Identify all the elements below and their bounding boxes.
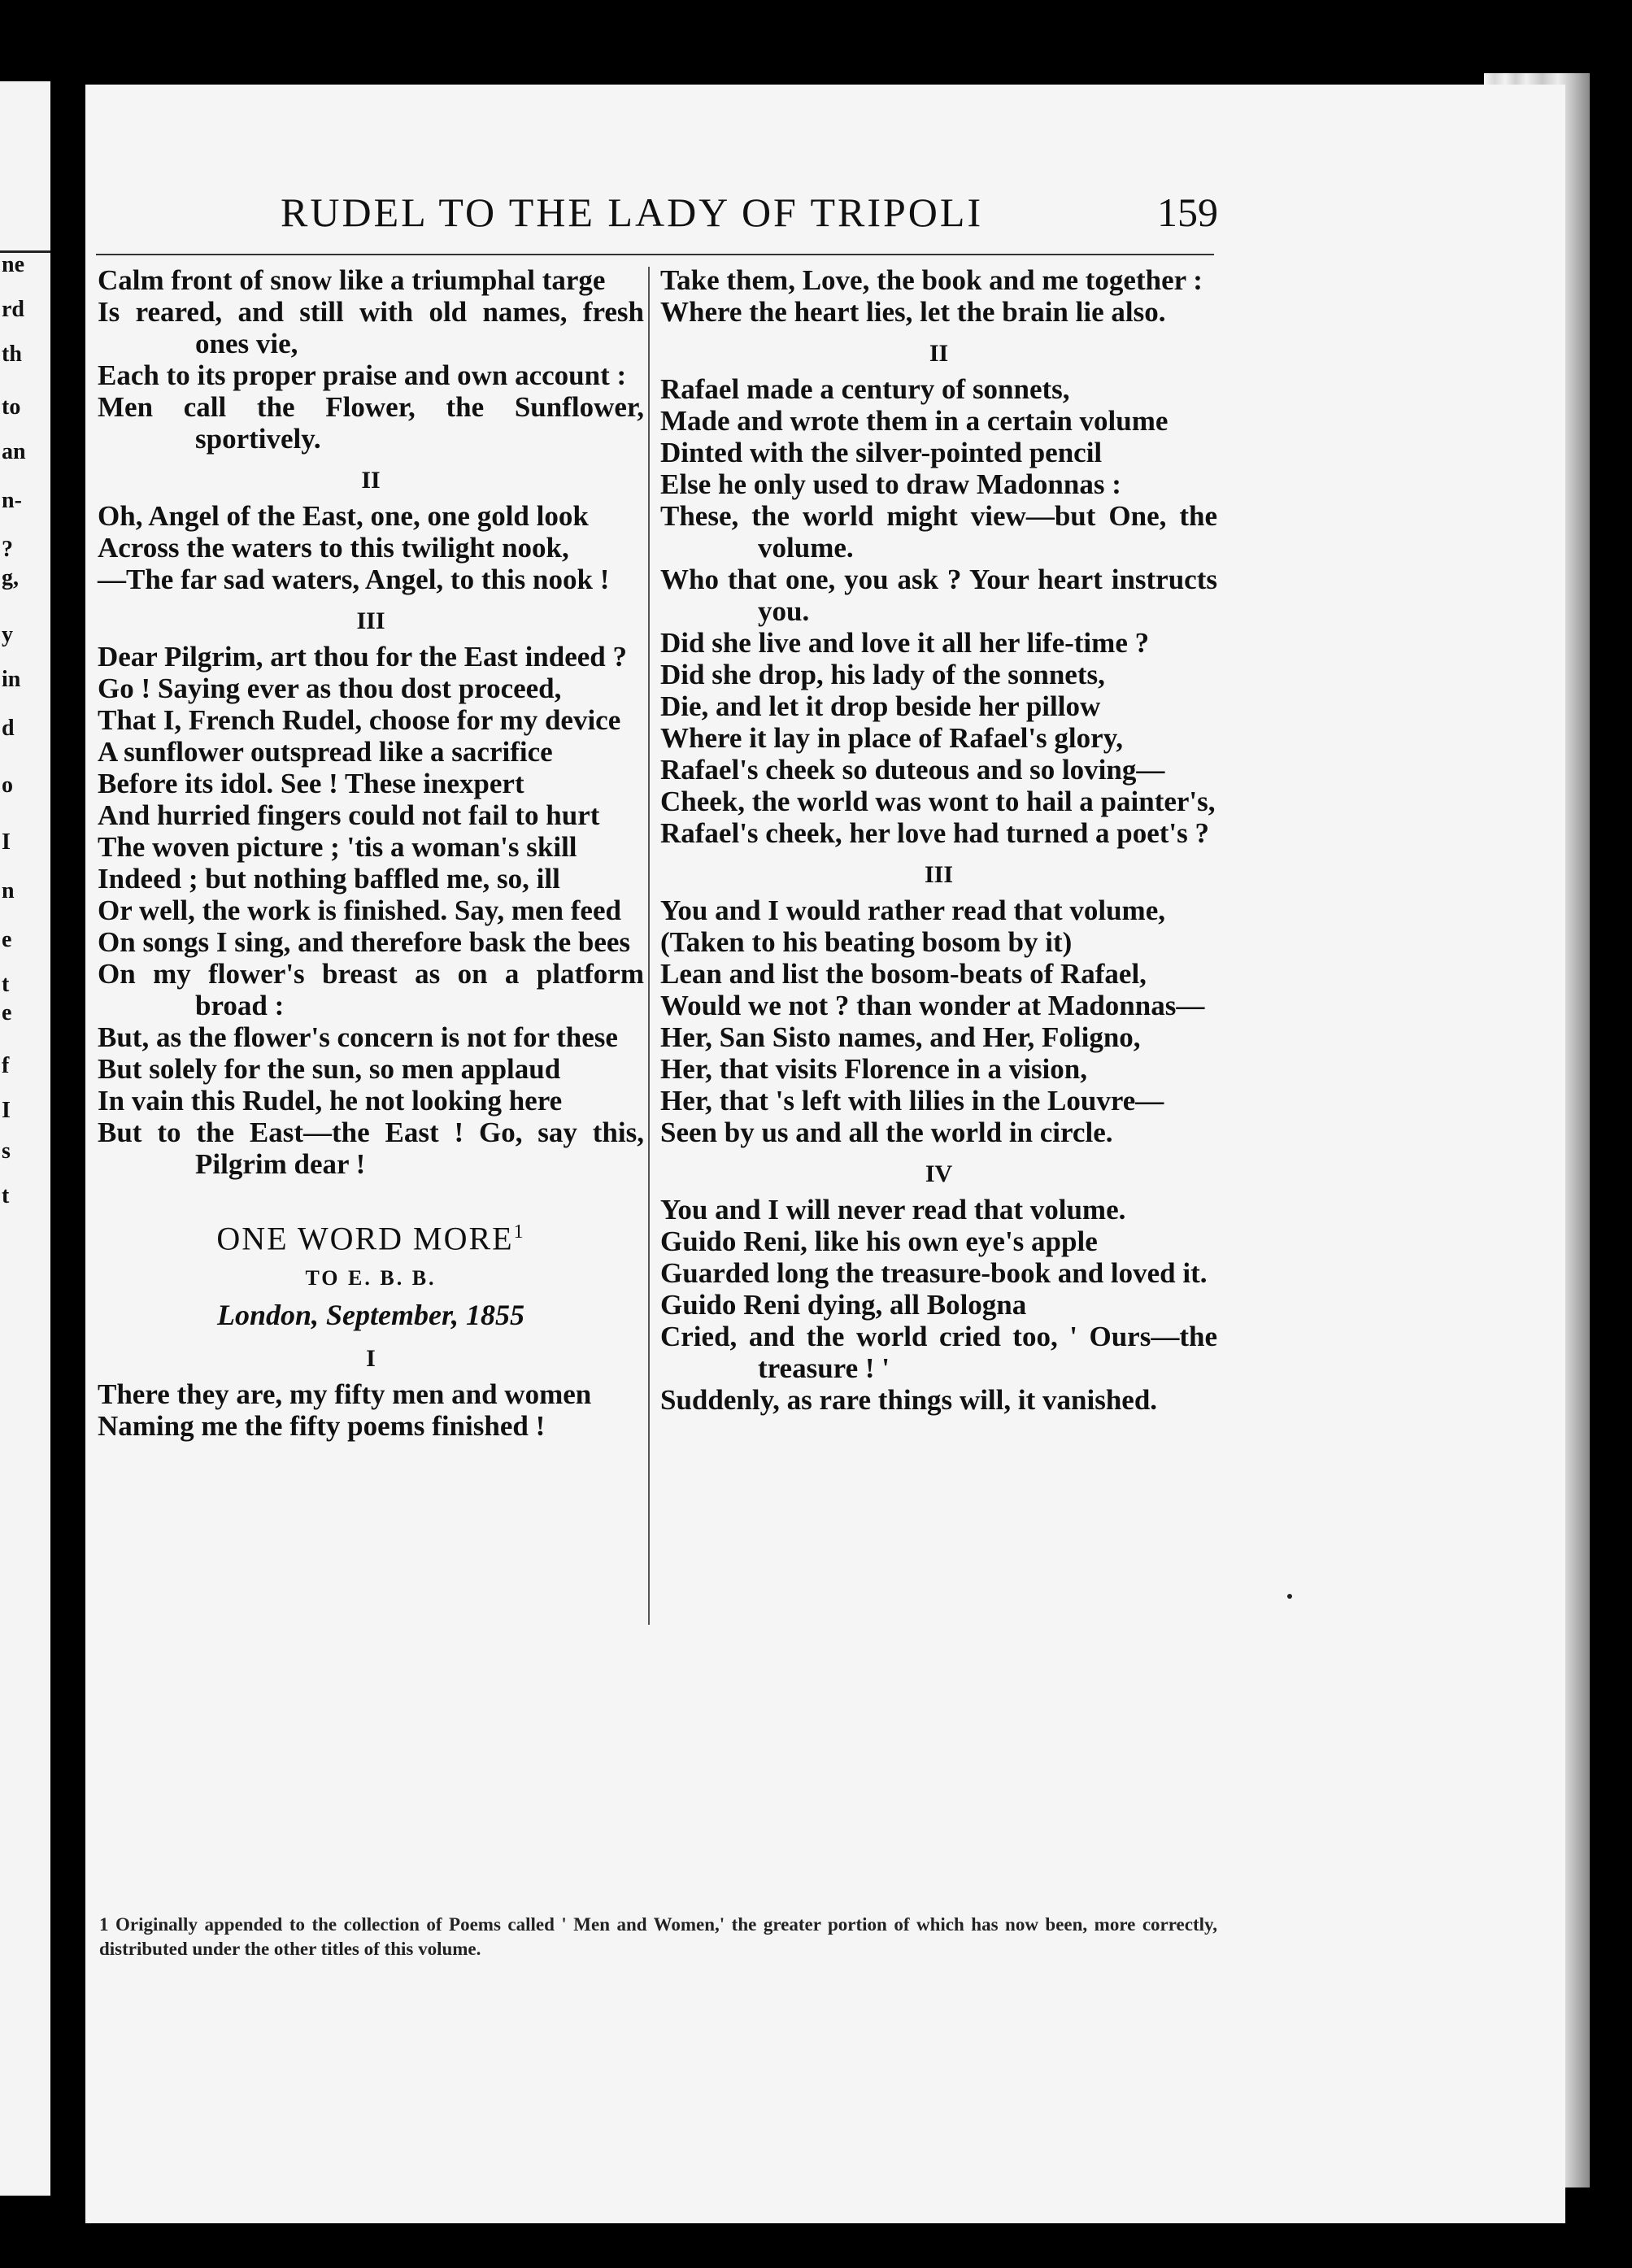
verse-line: But to the East—the East ! Go, say this, Pilgrim dear ! xyxy=(98,1117,644,1180)
verse-line: Men call the Flower, the Sunflower, sportively. xyxy=(98,391,644,455)
verse-line: Calm front of snow like a triumphal targe xyxy=(98,264,606,296)
verse-line: Guido Reni, like his own eye's apple xyxy=(660,1225,1098,1257)
verse-line: Where the heart lies, let the brain lie also. xyxy=(660,296,1166,328)
page-number: 159 xyxy=(1157,189,1218,235)
verse-line: Did she drop, his lady of the sonnets, xyxy=(660,659,1105,690)
verse-line: And hurried fingers could not fail to hurt xyxy=(98,799,600,831)
previous-page-fragment: in xyxy=(2,667,21,692)
verse-line: Before its idol. See ! These inexpert xyxy=(98,768,524,799)
verse-line: Guido Reni dying, all Bologna xyxy=(660,1289,1027,1321)
dateline: London, September, 1855 xyxy=(216,1299,525,1332)
verse-line: Dinted with the silver-pointed pencil xyxy=(660,437,1103,468)
previous-page-fragment: g, xyxy=(2,565,19,590)
verse-line: That I, French Rudel, choose for my device xyxy=(98,704,621,736)
previous-page-fragment: n xyxy=(2,878,15,903)
dedication: TO E. B. B. xyxy=(305,1266,437,1291)
verse-line: Her, San Sisto names, and Her, Foligno, xyxy=(660,1021,1141,1053)
verse-line: On songs I sing, and therefore bask the bees xyxy=(98,926,631,958)
verse-line: There they are, my fifty men and women xyxy=(98,1378,592,1411)
previous-page-fragment: rd xyxy=(2,297,24,322)
verse-line: Go ! Saying ever as thou dost proceed, xyxy=(98,673,562,704)
verse-line: Her, that visits Florence in a vision, xyxy=(660,1053,1087,1085)
verse-line: Guarded long the treasure-book and loved it. xyxy=(660,1257,1208,1289)
previous-page-fragment: t xyxy=(2,972,10,997)
verse-line: But solely for the sun, so men applaud xyxy=(98,1053,561,1085)
verse-line: The woven picture ; 'tis a woman's skill xyxy=(98,831,577,863)
stanza-ii xyxy=(98,500,644,595)
verse-line: A sunflower outspread like a sacrifice xyxy=(98,736,553,768)
previous-page-fragment: to xyxy=(2,394,21,420)
stanza-opening xyxy=(660,264,1217,328)
previous-page-fragment: o xyxy=(2,773,13,798)
previous-page-fragment: e xyxy=(2,1000,12,1025)
verse-line: Would we not ? than wonder at Madonnas— xyxy=(660,990,1205,1021)
poem-title xyxy=(98,1212,644,1258)
previous-page-fragment: y xyxy=(2,622,13,647)
stanza-iv xyxy=(660,1194,1217,1416)
verse-line: Rafael's cheek, her love had turned a poet's ? xyxy=(660,817,1210,849)
previous-page-fragment: ne xyxy=(2,252,24,277)
print-speck xyxy=(1287,1594,1292,1599)
verse-line: (Taken to his beating bosom by it) xyxy=(660,926,1073,958)
verse-line: Is reared, and still with old names, fresh ones vie, xyxy=(98,296,644,359)
verse-line: Across the waters to this twilight nook, xyxy=(98,532,569,564)
verse-line: Her, that 's left with lilies in the Louvre— xyxy=(660,1085,1164,1117)
section-number: III xyxy=(356,607,385,634)
verse-line: Dear Pilgrim, art thou for the East indeed ? xyxy=(98,641,628,673)
verse-line: Naming me the fifty poems finished ! xyxy=(98,1410,546,1443)
previous-page-fragment: s xyxy=(2,1138,11,1164)
stanza-ii xyxy=(660,373,1217,849)
verse-line: Else he only used to draw Madonnas : xyxy=(660,468,1121,500)
verse-line: Oh, Angel of the East, one, one gold look xyxy=(98,500,589,532)
verse-line: Did she live and love it all her life-time ? xyxy=(660,627,1150,659)
verse-line: But, as the flower's concern is not for these xyxy=(98,1021,618,1053)
previous-page-fragment: t xyxy=(2,1183,10,1208)
verse-line: Seen by us and all the world in circle. xyxy=(660,1117,1113,1148)
running-head xyxy=(281,189,1216,237)
previous-page-fragment: f xyxy=(2,1053,10,1078)
verse-line: Where it lay in place of Rafael's glory, xyxy=(660,722,1124,754)
poem-title-text: ONE WORD MORE xyxy=(216,1220,514,1257)
stanza-iii xyxy=(660,895,1217,1148)
verse-line: —The far sad waters, Angel, to this nook ! xyxy=(98,564,610,595)
verse-line: Or well, the work is finished. Say, men feed xyxy=(98,895,621,926)
previous-page-fragment: I xyxy=(2,1098,11,1123)
verse-line: Die, and let it drop beside her pillow xyxy=(660,690,1101,722)
stanza-opening xyxy=(98,264,644,455)
verse-line: Rafael's cheek so duteous and so loving— xyxy=(660,754,1165,786)
header-rule xyxy=(96,254,1214,255)
running-head-title: RUDEL TO THE LADY OF TRIPOLI xyxy=(281,189,984,235)
previous-page-fragment: n- xyxy=(2,488,22,513)
previous-page-fragment: e xyxy=(2,927,12,952)
left-column xyxy=(98,264,644,1442)
verse-line: Suddenly, as rare things will, it vanished. xyxy=(660,1384,1158,1416)
verse-line: Cheek, the world was wont to hail a painter's, xyxy=(660,786,1216,817)
section-number: I xyxy=(366,1345,376,1373)
verse-line: Indeed ; but nothing baffled me, so, ill xyxy=(98,863,560,895)
section-number: II xyxy=(929,340,949,367)
previous-page-fragment: d xyxy=(2,716,15,741)
verse-line: Made and wrote them in a certain volume xyxy=(660,405,1169,437)
previous-page-fragment: ? xyxy=(2,537,13,562)
section-number: II xyxy=(361,467,381,494)
verse-line: Lean and list the bosom-beats of Rafael, xyxy=(660,958,1147,990)
column-divider xyxy=(648,267,650,1625)
footnote-mark: 1 xyxy=(513,1221,525,1243)
section-number: III xyxy=(924,861,954,888)
stanza-iii xyxy=(98,641,644,1180)
verse-line: Who that one, you ask ? Your heart instructs you. xyxy=(660,564,1217,627)
verse-line: You and I will never read that volume. xyxy=(660,1194,1126,1225)
previous-page-fragment: th xyxy=(2,342,22,367)
previous-page-fragment: an xyxy=(2,439,26,464)
section-number: IV xyxy=(925,1160,953,1187)
verse-line: In vain this Rudel, he not looking here xyxy=(98,1085,563,1117)
verse-line: Rafael made a century of sonnets, xyxy=(660,373,1070,405)
verse-line: Cried, and the world cried too, ' Ours—the treasure ! ' xyxy=(660,1321,1217,1384)
verse-line: Take them, Love, the book and me together : xyxy=(660,264,1203,296)
stanza-i xyxy=(98,1378,644,1442)
verse-line: These, the world might view—but One, the volume. xyxy=(660,500,1217,564)
verse-line: On my flower's breast as on a platform broad : xyxy=(98,958,644,1021)
previous-page-fragment: I xyxy=(2,829,11,855)
previous-page-edge xyxy=(0,81,50,2196)
footnote: 1 Originally appended to the collection of Poems called ' Men and Women,' the greater portion of which has now been, more correctly, distributed under the other titles of this volume. xyxy=(99,1914,1217,1959)
verse-line: You and I would rather read that volume, xyxy=(660,895,1165,926)
verse-line: Each to its proper praise and own account : xyxy=(98,359,627,391)
right-column xyxy=(660,264,1217,1416)
